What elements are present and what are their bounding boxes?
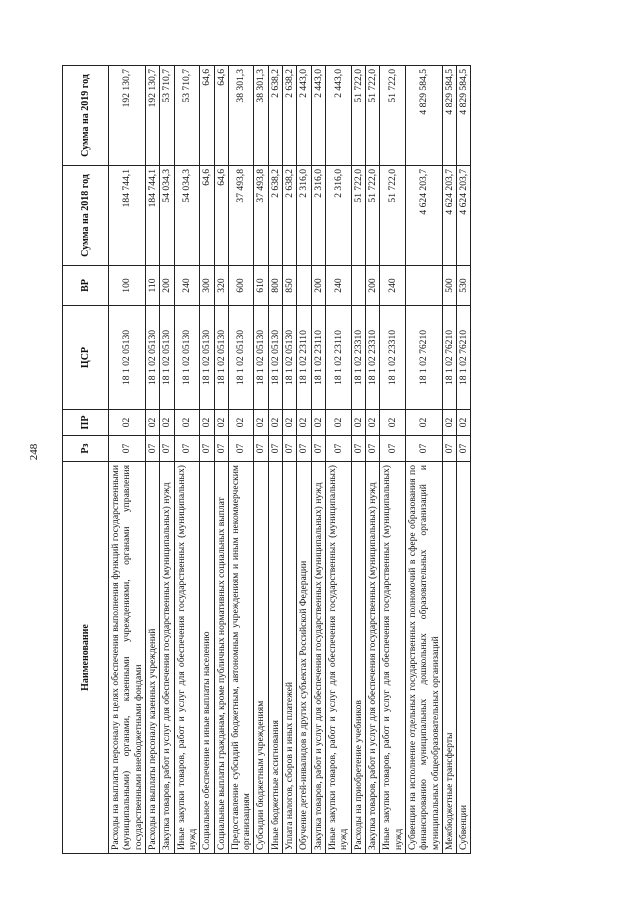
- row-vr: 600: [228, 266, 254, 306]
- row-vr: 240: [326, 266, 352, 306]
- row-sum-2018: 184 744,1: [109, 166, 146, 266]
- row-sum-2018: 4 624 203,7: [442, 166, 456, 266]
- row-sum-2018: 4 624 203,7: [405, 166, 442, 266]
- row-pr: 02: [174, 410, 200, 436]
- row-name: Иные закупки товаров, работ и услуг для обеспечения государственных (муниципальных) нужд: [174, 462, 200, 854]
- table-row: [457, 66, 471, 854]
- header-rz: Рз: [63, 436, 109, 462]
- row-rz: 07: [311, 436, 325, 462]
- row-sum-2019: 4 829 584,5: [405, 66, 442, 166]
- row-rz: 07: [145, 436, 159, 462]
- row-pr: 02: [326, 410, 352, 436]
- row-csr: 18 1 02 05130: [200, 306, 214, 410]
- row-csr: 18 1 02 23310: [380, 306, 406, 410]
- table-row: [214, 66, 228, 854]
- row-pr: 02: [214, 410, 228, 436]
- row-pr: 02: [365, 410, 379, 436]
- table-row: [380, 66, 406, 854]
- row-sum-2019: 2 638,2: [268, 66, 282, 166]
- row-name: Расходы на выплаты персоналу в целях обеспечения выполнения функций государственными (муниципальными) органами, казенными учреждениями, органами управления государственными внебюджетными фондами: [109, 462, 146, 854]
- row-name: Уплата налогов, сборов и иных платежей: [283, 462, 297, 854]
- row-sum-2018: 2 316,0: [297, 166, 311, 266]
- row-sum-2019: 4 829 584,5: [442, 66, 456, 166]
- table-row: [365, 66, 379, 854]
- row-csr: 18 1 02 76210: [442, 306, 456, 410]
- row-pr: 02: [200, 410, 214, 436]
- row-vr: 100: [109, 266, 146, 306]
- row-rz: 07: [200, 436, 214, 462]
- row-name: Закупка товаров, работ и услуг для обеспечения государственных (муниципальных) нужд: [365, 462, 379, 854]
- row-rz: 07: [457, 436, 471, 462]
- row-sum-2018: 2 638,2: [283, 166, 297, 266]
- row-pr: 02: [268, 410, 282, 436]
- row-rz: 07: [268, 436, 282, 462]
- row-pr: 02: [380, 410, 406, 436]
- row-name: Расходы на выплаты персоналу казенных учреждений: [145, 462, 159, 854]
- table-row: [228, 66, 254, 854]
- table-row: [311, 66, 325, 854]
- row-csr: 18 1 02 05130: [174, 306, 200, 410]
- row-rz: 07: [297, 436, 311, 462]
- budget-table-rotated: [62, 66, 582, 854]
- table-row: [283, 66, 297, 854]
- row-rz: 07: [326, 436, 352, 462]
- table-row: [297, 66, 311, 854]
- table-row: [442, 66, 456, 854]
- row-sum-2019: 51 722,0: [380, 66, 406, 166]
- row-sum-2018: 2 638,2: [268, 166, 282, 266]
- row-pr: 02: [283, 410, 297, 436]
- row-sum-2019: 64,6: [200, 66, 214, 166]
- row-csr: 18 1 02 05130: [228, 306, 254, 410]
- row-sum-2018: 64,6: [200, 166, 214, 266]
- row-name: Субвенции: [457, 462, 471, 854]
- table-row: [351, 66, 365, 854]
- header-pr: ПР: [63, 410, 109, 436]
- row-sum-2019: 192 130,7: [145, 66, 159, 166]
- row-sum-2018: 4 624 203,7: [457, 166, 471, 266]
- row-vr: 300: [200, 266, 214, 306]
- row-vr: 800: [268, 266, 282, 306]
- row-vr: 200: [365, 266, 379, 306]
- row-vr: 200: [311, 266, 325, 306]
- row-vr: 320: [214, 266, 228, 306]
- row-vr: 530: [457, 266, 471, 306]
- row-sum-2018: 64,6: [214, 166, 228, 266]
- row-pr: 02: [405, 410, 442, 436]
- row-sum-2018: 51 722,0: [365, 166, 379, 266]
- row-sum-2019: 2 443,0: [326, 66, 352, 166]
- row-csr: 18 1 02 23110: [326, 306, 352, 410]
- table-row: [200, 66, 214, 854]
- row-sum-2019: 51 722,0: [351, 66, 365, 166]
- row-pr: 02: [297, 410, 311, 436]
- row-csr: 18 1 02 23310: [365, 306, 379, 410]
- budget-table: [62, 65, 471, 854]
- row-name: Иные бюджетные ассигнования: [268, 462, 282, 854]
- header-vr: ВР: [63, 266, 109, 306]
- row-vr: 240: [380, 266, 406, 306]
- row-name: Закупка товаров, работ и услуг для обеспечения государственных (муниципальных) нужд: [311, 462, 325, 854]
- row-name: Социальное обеспечение и иные выплаты населению: [200, 462, 214, 854]
- row-pr: 02: [351, 410, 365, 436]
- row-rz: 07: [174, 436, 200, 462]
- row-rz: 07: [405, 436, 442, 462]
- row-name: Предоставление субсидий бюджетным, автономным учреждениям и иным некоммерческим организациям: [228, 462, 254, 854]
- table-row: [145, 66, 159, 854]
- row-csr: 18 1 02 23110: [297, 306, 311, 410]
- row-pr: 02: [145, 410, 159, 436]
- row-sum-2019: 53 710,7: [160, 66, 174, 166]
- row-pr: 02: [109, 410, 146, 436]
- row-sum-2019: 2 443,0: [311, 66, 325, 166]
- row-vr: 240: [174, 266, 200, 306]
- table-row: [109, 66, 146, 854]
- row-vr: 610: [254, 266, 268, 306]
- row-name: Социальные выплаты гражданам, кроме публичных нормативных социальных выплат: [214, 462, 228, 854]
- row-vr: [405, 266, 442, 306]
- row-sum-2018: 51 722,0: [351, 166, 365, 266]
- row-sum-2018: 51 722,0: [380, 166, 406, 266]
- row-sum-2019: 2 443,0: [297, 66, 311, 166]
- table-row: [254, 66, 268, 854]
- row-sum-2019: 51 722,0: [365, 66, 379, 166]
- header-sum-2018: Сумма на 2018 год: [63, 166, 109, 266]
- row-vr: 110: [145, 266, 159, 306]
- row-rz: 07: [351, 436, 365, 462]
- row-rz: 07: [228, 436, 254, 462]
- row-name: Субсидии бюджетным учреждениям: [254, 462, 268, 854]
- row-pr: 02: [254, 410, 268, 436]
- table-row: [268, 66, 282, 854]
- row-rz: 07: [365, 436, 379, 462]
- header-csr: ЦСР: [63, 306, 109, 410]
- row-csr: 18 1 02 05130: [214, 306, 228, 410]
- row-sum-2018: 2 316,0: [326, 166, 352, 266]
- row-sum-2018: 37 493,8: [254, 166, 268, 266]
- row-vr: 200: [160, 266, 174, 306]
- row-name: Межбюджетные трансферты: [442, 462, 456, 854]
- row-vr: 850: [283, 266, 297, 306]
- table-row: [326, 66, 352, 854]
- row-sum-2019: 38 301,3: [228, 66, 254, 166]
- row-sum-2019: 38 301,3: [254, 66, 268, 166]
- row-csr: 18 1 02 23310: [351, 306, 365, 410]
- table-header-row: [63, 66, 109, 854]
- row-pr: 02: [160, 410, 174, 436]
- row-csr: 18 1 02 05130: [145, 306, 159, 410]
- row-name: Обучение детей-инвалидов в других субъектах Российской Федерации: [297, 462, 311, 854]
- row-sum-2019: 53 710,7: [174, 66, 200, 166]
- row-pr: 02: [442, 410, 456, 436]
- row-vr: [351, 266, 365, 306]
- row-pr: 02: [457, 410, 471, 436]
- row-rz: 07: [442, 436, 456, 462]
- header-sum-2019: Сумма на 2019 год: [63, 66, 109, 166]
- row-sum-2018: 37 493,8: [228, 166, 254, 266]
- row-rz: 07: [254, 436, 268, 462]
- row-csr: 18 1 02 05130: [283, 306, 297, 410]
- row-rz: 07: [380, 436, 406, 462]
- table-row: [174, 66, 200, 854]
- row-rz: 07: [109, 436, 146, 462]
- row-vr: 500: [442, 266, 456, 306]
- row-rz: 07: [283, 436, 297, 462]
- row-pr: 02: [311, 410, 325, 436]
- row-sum-2018: 54 034,3: [174, 166, 200, 266]
- row-sum-2019: 2 638,2: [283, 66, 297, 166]
- row-csr: 18 1 02 05130: [109, 306, 146, 410]
- row-sum-2019: 4 829 584,5: [457, 66, 471, 166]
- row-rz: 07: [160, 436, 174, 462]
- row-sum-2019: 64,6: [214, 66, 228, 166]
- row-name: Иные закупки товаров, работ и услуг для обеспечения государственных (муниципальных) нужд: [380, 462, 406, 854]
- header-name: Наименование: [63, 462, 109, 854]
- row-csr: 18 1 02 76210: [405, 306, 442, 410]
- table-row: [405, 66, 442, 854]
- row-rz: 07: [214, 436, 228, 462]
- row-name: Расходы на приобретение учебников: [351, 462, 365, 854]
- row-csr: 18 1 02 05130: [268, 306, 282, 410]
- row-name: Закупка товаров, работ и услуг для обеспечения государственных (муниципальных) нужд: [160, 462, 174, 854]
- row-sum-2018: 184 744,1: [145, 166, 159, 266]
- row-csr: 18 1 02 76210: [457, 306, 471, 410]
- row-sum-2019: 192 130,7: [109, 66, 146, 166]
- row-vr: [297, 266, 311, 306]
- row-name: Иные закупки товаров, работ и услуг для обеспечения государственных (муниципальных) нужд: [326, 462, 352, 854]
- row-name: Субвенции на исполнение отдельных государственных полномочий в сфере образования по финансированию муниципальных дошкольных образовательных организаций и муниципальных общеобразовательных организаций: [405, 462, 442, 854]
- row-csr: 18 1 02 05130: [254, 306, 268, 410]
- page-number: 248: [28, 443, 40, 461]
- row-pr: 02: [228, 410, 254, 436]
- row-csr: 18 1 02 23110: [311, 306, 325, 410]
- table-row: [160, 66, 174, 854]
- row-sum-2018: 2 316,0: [311, 166, 325, 266]
- row-csr: 18 1 02 05130: [160, 306, 174, 410]
- row-sum-2018: 54 034,3: [160, 166, 174, 266]
